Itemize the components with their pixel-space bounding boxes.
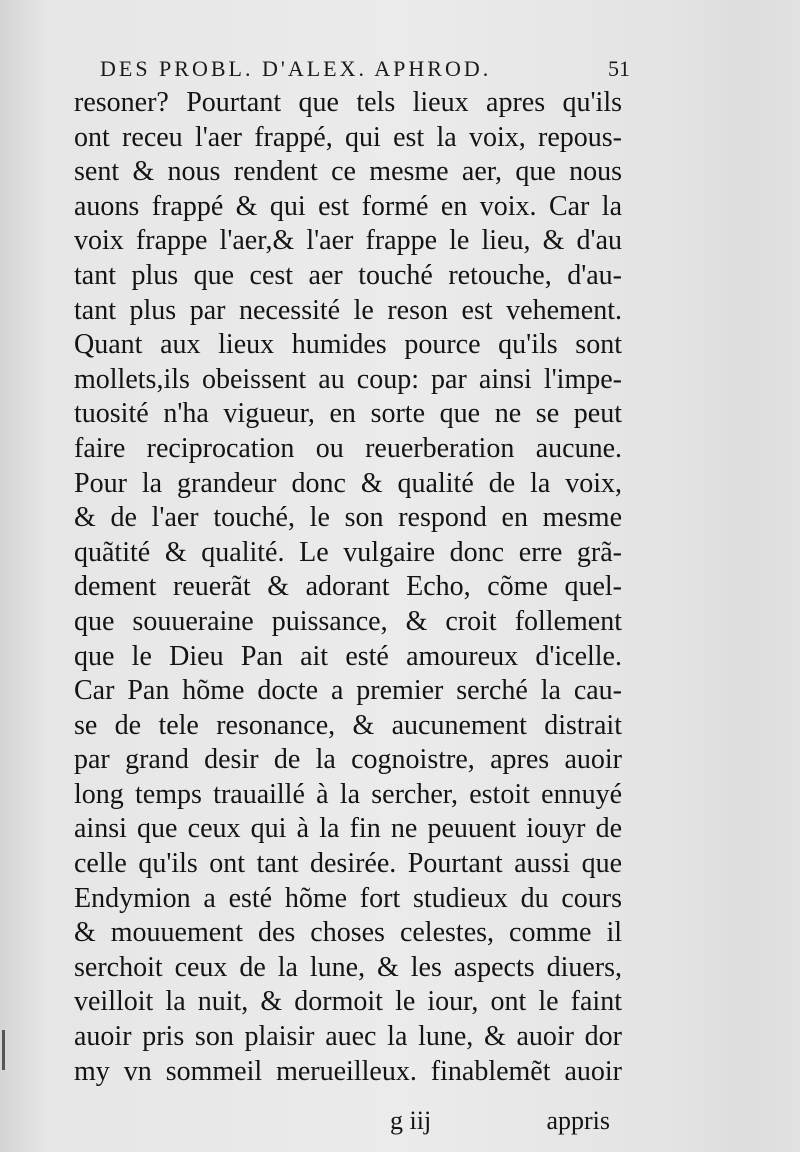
text-line: veilloit la nuit, & dormoit le iour, ont le faint	[74, 986, 622, 1018]
text-line: dement reuerãt & adorant Echo, cõme quel-	[74, 571, 622, 603]
edge-mark	[2, 1030, 5, 1070]
text-line: tant plus que cest aer touché retouche, d'au-	[74, 259, 622, 291]
text-line: Quant aux lieux humides pource qu'ils sont	[74, 329, 622, 361]
text-line: Pour la grandeur donc & qualité de la voix,	[74, 467, 622, 499]
text-line: tuosité n'ha vigueur, en sorte que ne se peut	[74, 398, 622, 430]
text-line: Car Pan hõme docte a premier serché la cau-	[74, 675, 622, 707]
catchword: appris	[546, 1106, 610, 1135]
text-line: sent & nous rendent ce mesme aer, que nous	[74, 156, 622, 188]
text-line: par grand desir de la cognoistre, apres auoir	[74, 744, 622, 776]
text-line: resoner? Pourtant que tels lieux apres qu'ils	[74, 87, 622, 118]
text-line: voix frappe l'aer,& l'aer frappe le lieu, & d'au	[74, 225, 622, 257]
text-line: que souueraine puissance, & croit follement	[74, 605, 622, 637]
text-line: que le Dieu Pan ait esté amoureux d'icelle.	[74, 640, 622, 672]
text-line: celle qu'ils ont tant desirée. Pourtant aussi que	[74, 848, 622, 880]
text-line: & mouuement des choses celestes, comme il	[74, 917, 622, 949]
text-line: long temps trauaillé à la sercher, estoit ennuyé	[74, 778, 622, 810]
page-number: 51	[608, 56, 630, 81]
signature-mark: g iij	[390, 1106, 432, 1135]
text-line: Endymion a esté hõme fort studieux du cours	[74, 882, 622, 914]
page-footer	[74, 1106, 610, 1142]
text-line: auons frappé & qui est formé en voix. Car la	[74, 190, 622, 222]
running-head-title: DES PROBL. D'ALEX. APHROD.	[100, 56, 492, 81]
text-line: ont receu l'aer frappé, qui est la voix, repous-	[74, 121, 622, 153]
page-edge-shading	[740, 0, 800, 1152]
text-line: auoir pris son plaisir auec la lune, & auoir dor	[74, 1021, 622, 1053]
text-line: quãtité & qualité. Le vulgaire donc erre grã-	[74, 536, 622, 568]
text-line: tant plus par necessité le reson est vehement.	[74, 294, 622, 326]
text-line: se de tele resonance, & aucunement distrait	[74, 709, 622, 741]
text-line: ainsi que ceux qui à la fin ne peuuent iouyr de	[74, 813, 622, 845]
text-line: faire reciprocation ou reuerberation aucune.	[74, 432, 622, 464]
text-line: mollets,ils obeissent au coup: par ainsi l'impe-	[74, 363, 622, 395]
text-line: serchoit ceux de la lune, & les aspects diuers,	[74, 951, 622, 983]
text-line: & de l'aer touché, le son respond en mesme	[74, 502, 622, 534]
body-text	[74, 86, 622, 1089]
text-line: my vn sommeil merueilleux. finablemẽt auoir	[74, 1055, 622, 1087]
